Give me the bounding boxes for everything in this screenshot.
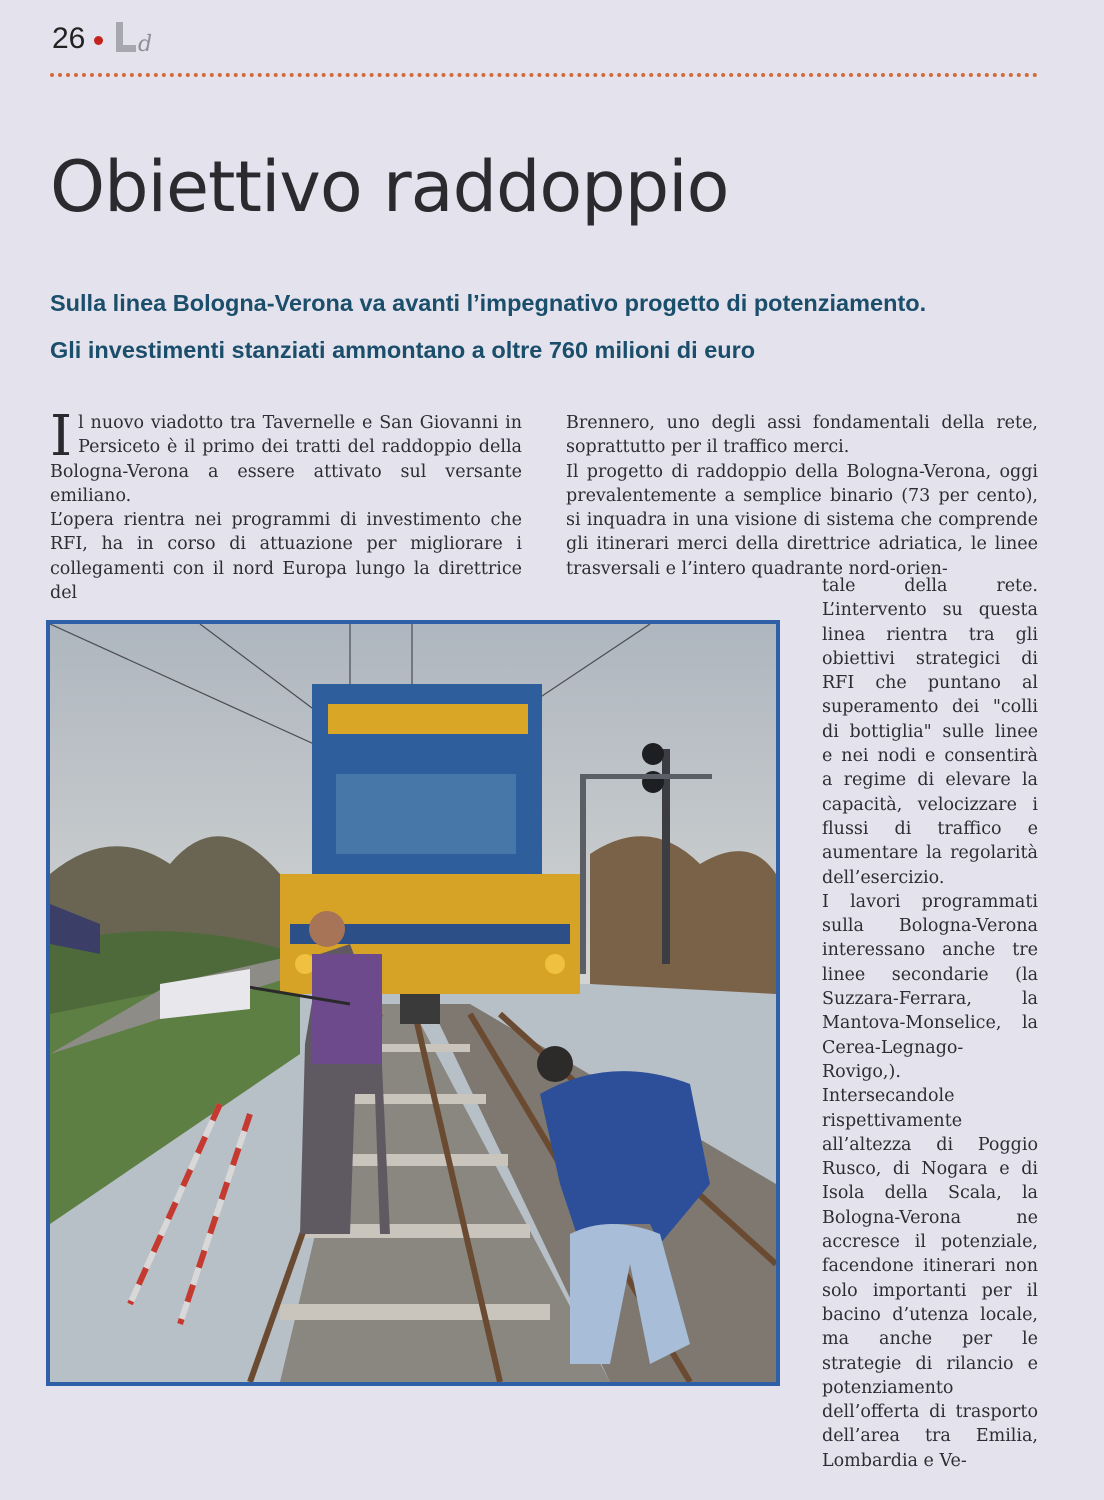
svg-text:d: d: [138, 32, 153, 56]
paragraph-intro-text: l nuovo viadotto tra Tavernelle e San Giovanni in Persiceto è il primo dei tratti del raddoppio della Bologna-Verona a essere attivato sul versante emiliano.: [50, 413, 522, 506]
paragraph-intro: [50, 404, 522, 508]
article-subtitle-line1: Sulla linea Bologna-Verona va avanti l’impegnativo progetto di potenziamento.: [50, 290, 927, 316]
paragraph-intervento: tale della rete. L’intervento su questa linea rientra tra gli obiettivi strategici di RFI che puntano al superamento dei "colli di bottiglia" sulle linee e nei nodi e consentirà a regime di elevare la capacità, velocizzare i flussi di traffico e aumentare la regolarità dell’esercizio.: [822, 576, 1038, 888]
paragraph-rfi: L’opera rientra nei programmi di investimento che RFI, ha in corso di attuazione per migliorare i collegamenti con il nord Europa lungo la direttrice del: [50, 510, 522, 604]
header-dotted-rule: [50, 73, 1038, 77]
magazine-logo: [114, 18, 158, 56]
body-column-left: [50, 404, 522, 605]
page-number: 26: [52, 22, 86, 55]
paragraph-brennero: Brennero, uno degli assi fondamentali della rete, soprattutto per il traffico merci.: [566, 413, 1038, 458]
body-column-right-top: [566, 411, 1038, 581]
photo-railway-scene: [50, 624, 776, 1382]
article-photo: [46, 620, 780, 1386]
article-title: Obiettivo raddoppio: [50, 146, 729, 228]
header-bullet-icon: [94, 36, 103, 45]
body-column-narrow: [822, 574, 1038, 1473]
paragraph-lavori: I lavori programmati sulla Bologna-Verona interessano anche tre linee secondarie (la Suzzara-Ferrara, la Mantova-Monselice, la Cerea-Legnago-Rovigo,). Intersecandole rispettivamente all’altezza di Poggio Rusco, di Nogara e di Isola della Scala, la Bologna-Verona ne accresce il potenziale, facendone itinerari non solo importanti per il bacino d’utenza locale, ma anche per le strategie di rilancio e potenziamento dell’offerta di trasporto dell’area tra Emilia, Lombardia e Ve-: [822, 891, 1038, 1471]
article-subtitle-line2: Gli investimenti stanziati ammontano a oltre 760 milioni di euro: [50, 337, 756, 363]
paragraph-progetto: Il progetto di raddoppio della Bologna-Verona, oggi prevalentemente a semplice binario (73 per cento), si inquadra in una visione di sistema che comprende gli itinerari merci della direttrice adriatica, le linee trasversali e l’intero quadrante nord-orien-: [566, 461, 1038, 579]
drop-cap: I: [50, 404, 73, 469]
